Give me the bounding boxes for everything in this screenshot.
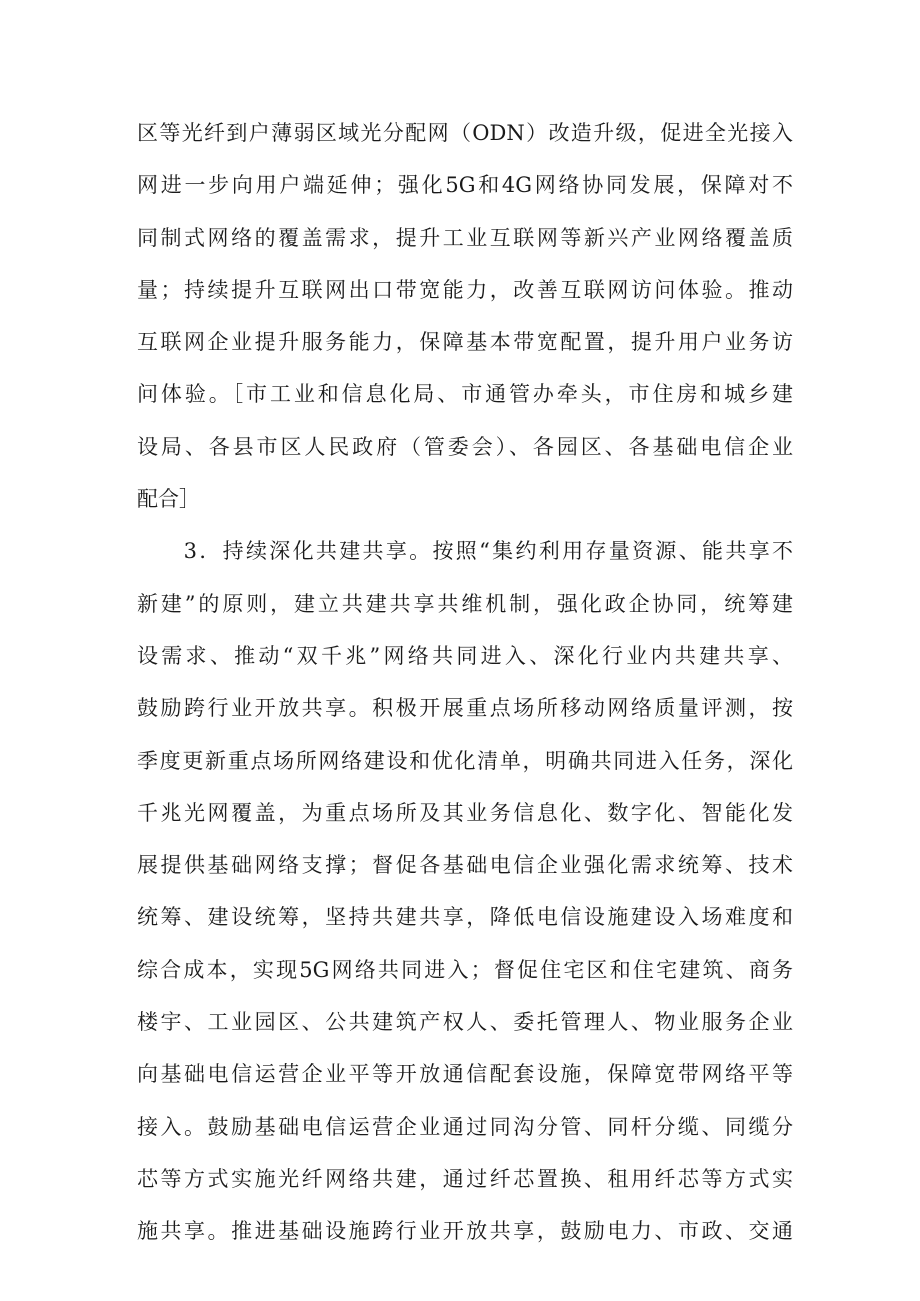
- section-heading-line: 3．持续深化共建共享。按照“集约利用存量资源、能共享不: [137, 539, 793, 564]
- text-line: 新建”的原则，建立共建共享共维机制，强化政企协同，统筹建: [137, 591, 793, 616]
- text-line: 统筹、建设统筹，坚持共建共享，降低电信设施建设入场难度和: [137, 905, 793, 930]
- text-line: 季度更新重点场所网络建设和优化清单，明确共同进入任务，深化: [137, 748, 793, 773]
- text-line: 向基础电信运营企业平等开放通信配套设施，保障宽带网络平等: [137, 1062, 793, 1087]
- text-line: 配合］: [137, 487, 200, 512]
- text-line: 楼宇、工业园区、公共建筑产权人、委托管理人、物业服务企业: [137, 1010, 793, 1035]
- text-line: 鼓励跨行业开放共享。积极开展重点场所移动网络质量评测，按: [137, 696, 793, 721]
- text-line: 千兆光网覆盖，为重点场所及其业务信息化、数字化、智能化发: [137, 800, 793, 825]
- text-line: 施共享。推进基础设施跨行业开放共享，鼓励电力、市政、交通: [137, 1219, 793, 1244]
- text-line: 同制式网络的覆盖需求，提升工业互联网等新兴产业网络覆盖质: [137, 225, 793, 250]
- text-line: 设局、各县市区人民政府（管委会）、各园区、各基础电信企业: [137, 434, 793, 459]
- text-line: 量；持续提升互联网出口带宽能力，改善互联网访问体验。推动: [137, 277, 793, 302]
- document-body: [137, 107, 793, 1258]
- text-line: 网进一步向用户端延伸；强化5G和4G网络协同发展，保障对不: [137, 173, 793, 198]
- text-line: 区等光纤到户薄弱区域光分配网（ODN）改造升级，促进全光接入: [137, 121, 793, 145]
- text-line: 设需求、推动“双千兆”网络共同进入、深化行业内共建共享、: [137, 643, 793, 668]
- text-line: 展提供基础网络支撑；督促各基础电信企业强化需求统筹、技术: [137, 853, 793, 878]
- text-line: 接入。鼓励基础电信运营企业通过同沟分管、同杆分缆、同缆分: [137, 1114, 793, 1139]
- text-line: 综合成本，实现5G网络共同进入；督促住宅区和住宅建筑、商务: [137, 957, 793, 982]
- text-line: 问体验。［市工业和信息化局、市通管办牵头，市住房和城乡建: [137, 382, 793, 407]
- paragraph-network-upgrade: [137, 107, 793, 525]
- text-line: 芯等方式实施光纤网络共建，通过纤芯置换、租用纤芯等方式实: [137, 1166, 793, 1191]
- paragraph-co-construction-sharing: [137, 525, 793, 1257]
- text-line: 互联网企业提升服务能力，保障基本带宽配置，提升用户业务访: [137, 330, 793, 355]
